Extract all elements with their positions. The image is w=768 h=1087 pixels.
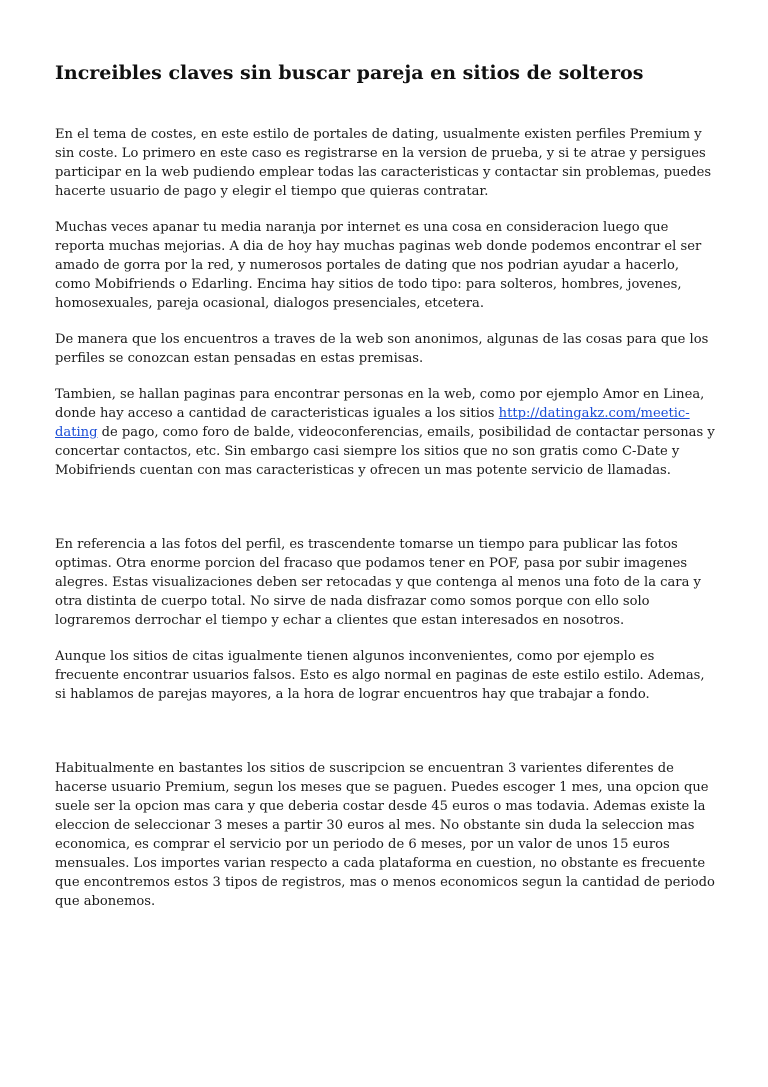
paragraph-features-text-start: Tambien, se hallan paginas para encontrar personas en la web, como por ejemplo Amor en Linea, donde hay acceso a cantidad de caracteristicas iguales a los sitios bbox=[55, 387, 705, 421]
document-page bbox=[55, 58, 715, 928]
paragraph-anonymity: De manera que los encuentros a traves de la web son anonimos, algunas de las cosas para que los perfiles se conozcan estan pensadas en estas premisas. bbox=[55, 332, 709, 366]
meetic-dating-link[interactable]: http://datingakz.com/meetic-dating bbox=[55, 406, 690, 440]
paragraph-costs: En el tema de costes, en este estilo de portales de dating, usualmente existen perfiles Premium y sin coste. Lo primero en este caso es registrarse en la version de prueba, y si te atrae y persigues participar en la web pudiendo emplear todas las caracteristicas y contactar sin problemas, puedes hacerte usuario de pago y elegir el tiempo que quieras contratar. bbox=[55, 127, 712, 199]
document-title: Increibles claves sin buscar pareja en sitios de solteros bbox=[55, 62, 644, 84]
paragraph-features-text-end: de pago, como foro de balde, videoconferencias, emails, posibilidad de contactar personas y concertar contactos, etc. Sin embargo casi siempre los sitios que no son gratis como C-Date y Mobifriends cuentan con mas caracteristicas y ofrecen un mas potente servicio de llamadas. bbox=[55, 425, 715, 478]
paragraph-online-dating: Muchas veces apanar tu media naranja por internet es una cosa en consideracion luego que reporta muchas mejorias. A dia de hoy hay muchas paginas web donde podemos encontrar el ser amado de gorra por la red, y numerosos portales de dating que nos podrian ayudar a hacerlo, como Mobifriends o Edarling. Encima hay sitios de todo tipo: para solteros, hombres, jovenes, homosexuales, pareja ocasional, dialogos presenciales, etcetera. bbox=[55, 220, 702, 311]
paragraph-profile-photos: En referencia a las fotos del perfil, es trascendente tomarse un tiempo para publicar las fotos optimas. Otra enorme porcion del fracaso que podamos tener en POF, pasa por subir imagenes alegres. Estas visualizaciones deben ser retocadas y que contenga al menos una foto de la cara y otra distinta de cuerpo total. No sirve de nada disfrazar como somos porque con ello solo lograremos derrochar el tiempo y echar a clientes que estan interesados en nosotros. bbox=[55, 537, 701, 628]
paragraph-features bbox=[55, 385, 715, 480]
paragraph-drawbacks: Aunque los sitios de citas igualmente tienen algunos inconvenientes, como por ejemplo es frecuente encontrar usuarios falsos. Esto es algo normal en paginas de este estilo estilo. Ademas, si hablamos de parejas mayores, a la hora de lograr encuentros hay que trabajar a fondo. bbox=[55, 649, 705, 702]
paragraph-premium-pricing: Habitualmente en bastantes los sitios de suscripcion se encuentran 3 varientes diferentes de hacerse usuario Premium, segun los meses que se paguen. Puedes escoger 1 mes, una opcion que suele ser la opcion mas cara y que deberia costar desde 45 euros o mas todavia. Ademas existe la eleccion de seleccionar 3 meses a partir 30 euros al mes. No obstante sin duda la seleccion mas economica, es comprar el servicio por un periodo de 6 meses, por un valor de unos 15 euros mensuales. Los importes varian respecto a cada plataforma en cuestion, no obstante es frecuente que encontremos estos 3 tipos de registros, mas o menos economicos segun la cantidad de periodo que abonemos. bbox=[55, 761, 715, 909]
